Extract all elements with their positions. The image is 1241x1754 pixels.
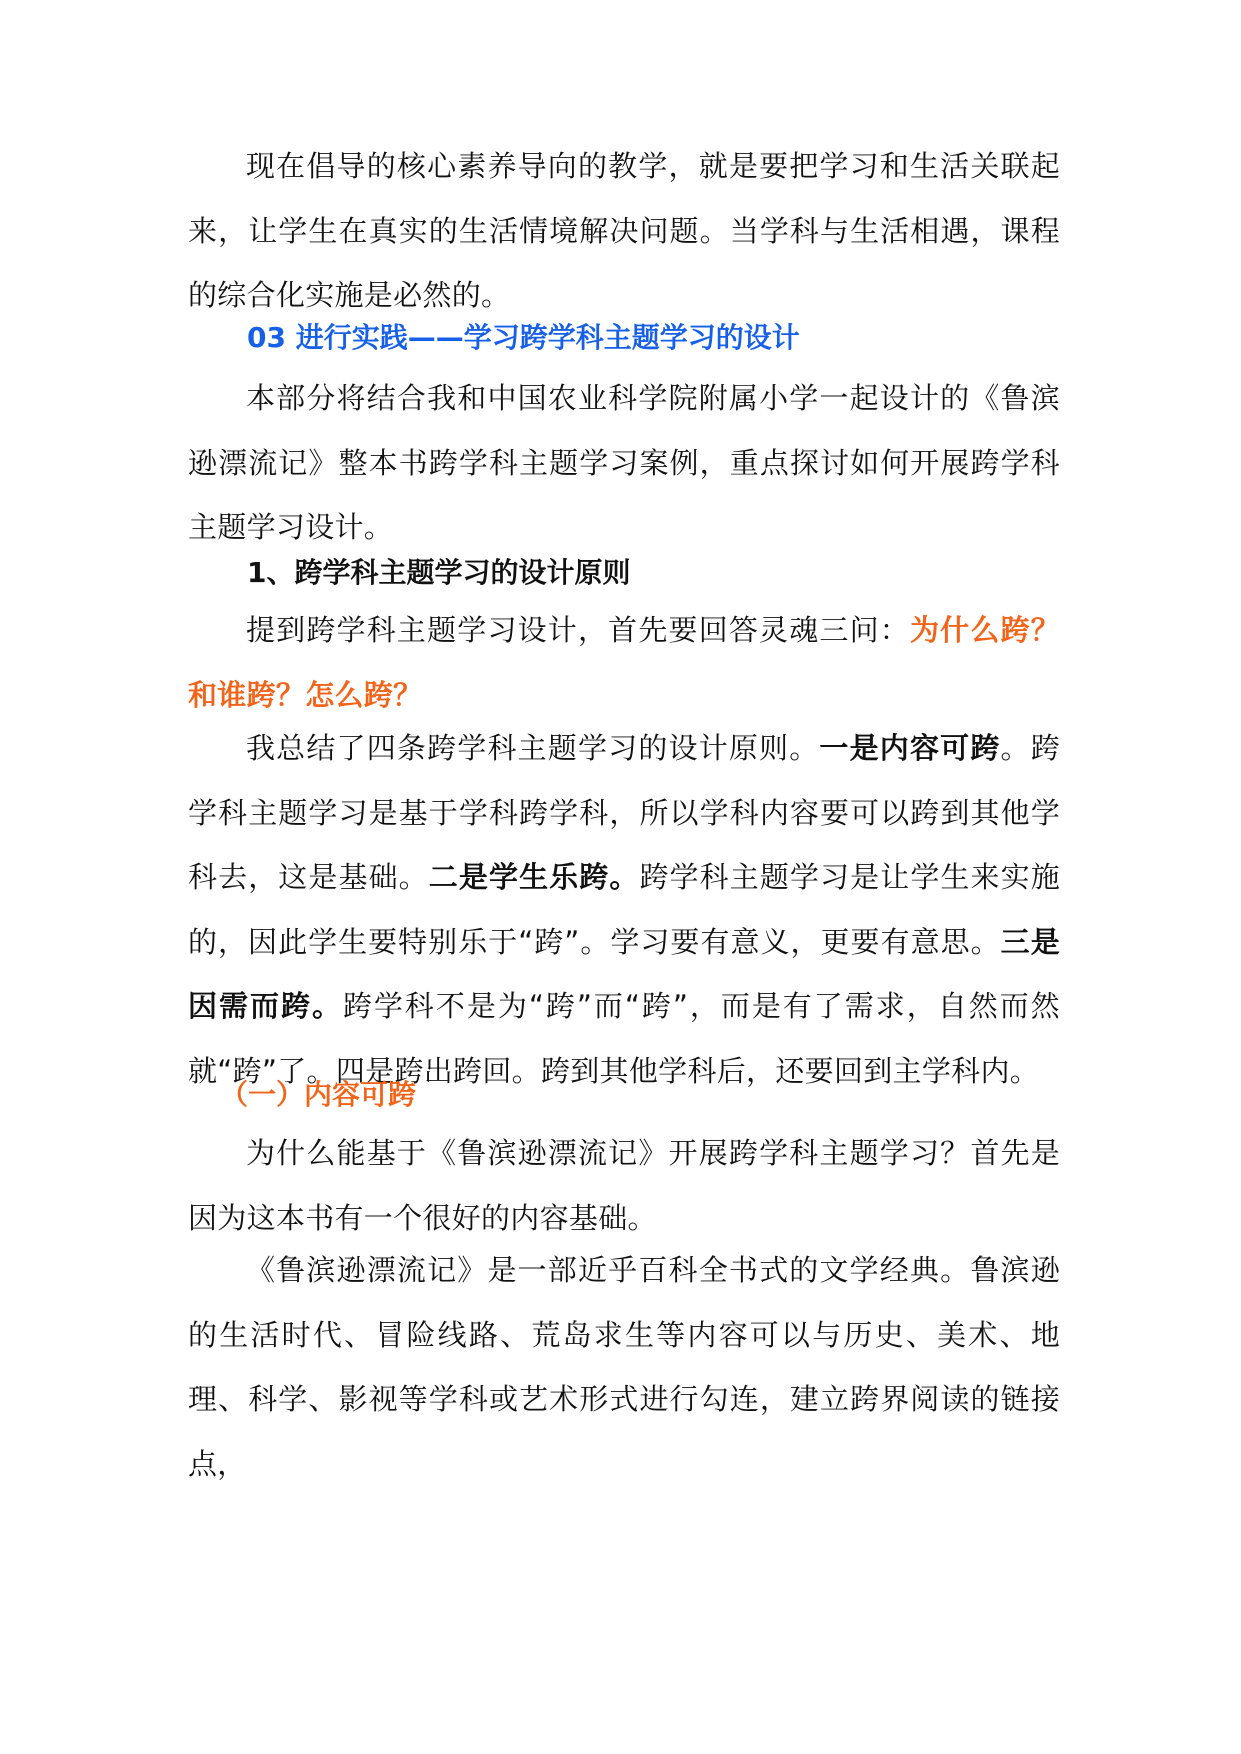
paragraph-core-literacy: 现在倡导的核心素养导向的教学，就是要把学习和生活关联起来，让学生在真实的生活情境解决问题。当学科与生活相遇，课程的综合化实施是必然的。 bbox=[188, 149, 1060, 312]
paragraph-four-principles bbox=[188, 716, 1060, 1103]
principle-three-bold: 三是因需而跨。 bbox=[188, 924, 1060, 1023]
principle-two-bold: 二是学生乐跨。 bbox=[428, 860, 640, 894]
paragraph-encyclopedic-classic: 《鲁滨逊漂流记》是一部近乎百科全书式的文学经典。鲁滨逊的生活时代、冒险线路、荒岛求生等内容可以与历史、美术、地理、科学、影视等学科或艺术形式进行勾连，建立跨界阅读的链接点， bbox=[188, 1253, 1060, 1481]
principle-two-text: 跨学科主题学习是让学生来实施的，因此学生要特别乐于“跨”。学习要有意义，更要有意思。 bbox=[188, 860, 1060, 959]
paragraph-case-intro: 本部分将结合我和中国农业科学院附属小学一起设计的《鲁滨逊漂流记》整本书跨学科主题学习案例，重点探讨如何开展跨学科主题学习设计。 bbox=[188, 381, 1060, 544]
soul-questions-lead: 提到跨学科主题学习设计，首先要回答灵魂三问： bbox=[246, 613, 910, 647]
section-heading-practice: 03 进行实践——学习跨学科主题学习的设计 bbox=[247, 321, 800, 354]
soul-questions-highlight: 为什么跨？和谁跨？怎么跨？ bbox=[188, 613, 1060, 712]
principle-one-bold: 一是内容可跨 bbox=[819, 731, 1001, 765]
subheading-content-crossable: （一）内容可跨 bbox=[220, 1078, 417, 1111]
principle-one-text: 。跨学科主题学习是基于学科跨学科，所以学科内容要可以跨到其他学科去，这是基础。 bbox=[188, 731, 1060, 894]
principle-three-four-text: 跨学科不是为“跨”而“跨”，而是有了需求，自然而然就“跨”了。四是跨出跨回。跨到其他学科后，还要回到主学科内。 bbox=[188, 989, 1060, 1088]
paragraph-soul-questions bbox=[188, 598, 1060, 727]
paragraph-why-robinson: 为什么能基于《鲁滨逊漂流记》开展跨学科主题学习？首先是因为这本书有一个很好的内容基础。 bbox=[188, 1136, 1060, 1235]
principles-intro: 我总结了四条跨学科主题学习的设计原则。 bbox=[246, 731, 820, 765]
subheading-design-principles: 1、跨学科主题学习的设计原则 bbox=[247, 556, 631, 589]
